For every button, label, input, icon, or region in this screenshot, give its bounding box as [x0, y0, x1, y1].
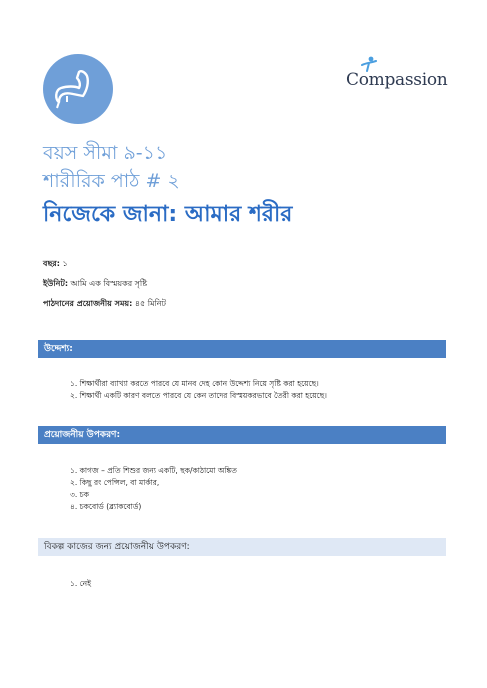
physical-lesson-badge — [43, 54, 113, 124]
list-item: ৩. চক — [70, 490, 89, 499]
unit-line — [43, 278, 147, 291]
compassion-logo — [346, 58, 446, 98]
year-label: বছর: — [43, 259, 60, 268]
materials-heading: প্রয়োজনীয় উপকরণ: — [38, 426, 446, 444]
list-item: ১. কাগজ – প্রতি শিশুর জন্য একটি, ছক/কাঠামো অঙ্কিত — [70, 466, 237, 475]
list-item: ২. কিছু রং পেন্সিল, বা মার্কার, — [70, 478, 160, 487]
brand-name: Compassion — [346, 70, 448, 90]
time-line — [43, 298, 166, 311]
list-item: ৪. চকবোর্ড (ব্ল্যাকবোর্ড) — [70, 502, 142, 511]
unit-value: আমি এক বিস্ময়কর সৃষ্টি — [68, 279, 148, 288]
lesson-number: শারীরিক পাঠ # ২ — [43, 170, 180, 192]
alt-materials-heading: বিকল্প কাজের জন্য প্রয়োজনীয় উপকরণ: — [38, 538, 446, 556]
list-item: ১. শিক্ষার্থীরা ব্যাখ্যা করতে পারবে যে মানব দেহ কোন উদ্দেশ্য নিয়ে সৃষ্টি করা হয়েছে। — [70, 379, 319, 388]
age-range: বয়স সীমা ৯-১১ — [43, 142, 168, 164]
time-value: ৪৫ মিনিট — [132, 299, 166, 308]
year-line — [43, 258, 68, 271]
alt-materials-list — [70, 578, 91, 590]
list-item: ১. নেই — [70, 579, 92, 588]
flexed-arm-icon — [53, 66, 103, 112]
objectives-list — [70, 378, 327, 402]
list-item: ২. শিক্ষার্থী একটি কারণ বলতে পারবে যে কেন তাদের বিস্ময়করভাবে তৈরী করা হয়েছে। — [70, 391, 327, 400]
objectives-heading: উদ্দেশ্য: — [38, 340, 446, 358]
year-value: ১ — [59, 259, 68, 268]
unit-label: ইউনিট: — [43, 279, 69, 288]
time-label: পাঠদানের প্রয়োজনীয় সময়: — [43, 299, 133, 308]
materials-list — [70, 465, 237, 513]
page-title: নিজেকে জানা: আমার শরীর — [43, 202, 293, 227]
